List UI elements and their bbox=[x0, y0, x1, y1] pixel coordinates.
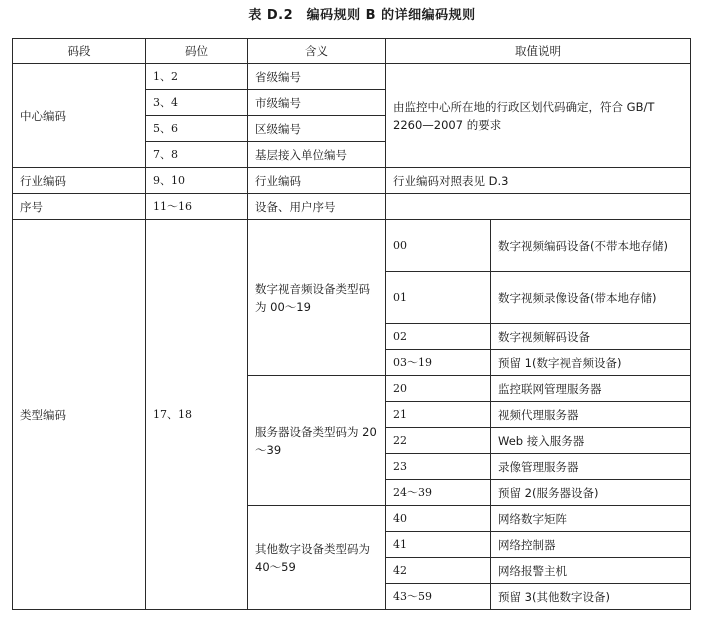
type-code-cell: 00 bbox=[386, 220, 491, 272]
position-cell: 11～16 bbox=[146, 194, 248, 220]
coding-rules-table bbox=[12, 38, 691, 610]
value-description-cell: 行业编码对照表见 D.3 bbox=[386, 168, 691, 194]
value-description-cell: 由监控中心所在地的行政区划代码确定，符合 GB/T 2260—2007 的要求 bbox=[386, 64, 691, 168]
type-code-cell: 01 bbox=[386, 272, 491, 324]
type-desc-cell: 数字视频编码设备(不带本地存储) bbox=[491, 220, 691, 272]
segment-cell: 中心编码 bbox=[13, 64, 146, 168]
type-code-cell: 42 bbox=[386, 558, 491, 584]
table-row bbox=[13, 194, 691, 220]
type-desc-cell: 网络数字矩阵 bbox=[491, 506, 691, 532]
type-code-cell: 21 bbox=[386, 402, 491, 428]
position-cell: 7、8 bbox=[146, 142, 248, 168]
type-desc-cell: 监控联网管理服务器 bbox=[491, 376, 691, 402]
type-desc-cell: 预留 1(数字视音频设备) bbox=[491, 350, 691, 376]
position-cell: 1、2 bbox=[146, 64, 248, 90]
type-code-cell: 22 bbox=[386, 428, 491, 454]
position-cell: 17、18 bbox=[146, 220, 248, 610]
segment-cell: 行业编码 bbox=[13, 168, 146, 194]
header-meaning: 含义 bbox=[248, 39, 386, 64]
type-desc-cell: 网络报警主机 bbox=[491, 558, 691, 584]
type-desc-cell: 数字视频录像设备(带本地存储) bbox=[491, 272, 691, 324]
type-desc-cell: 录像管理服务器 bbox=[491, 454, 691, 480]
table-row bbox=[13, 168, 691, 194]
header-value-description: 取值说明 bbox=[386, 39, 691, 64]
meaning-cell: 市级编号 bbox=[248, 90, 386, 116]
type-code-cell: 03～19 bbox=[386, 350, 491, 376]
segment-cell: 类型编码 bbox=[13, 220, 146, 610]
group-meaning-cell: 服务器设备类型码为 20～39 bbox=[248, 376, 386, 506]
meaning-cell: 行业编码 bbox=[248, 168, 386, 194]
position-cell: 9、10 bbox=[146, 168, 248, 194]
segment-cell: 序号 bbox=[13, 194, 146, 220]
table-row bbox=[13, 64, 691, 90]
position-cell: 5、6 bbox=[146, 116, 248, 142]
type-desc-cell: 视频代理服务器 bbox=[491, 402, 691, 428]
type-code-cell: 02 bbox=[386, 324, 491, 350]
table-row bbox=[13, 220, 691, 272]
type-desc-cell: 预留 2(服务器设备) bbox=[491, 480, 691, 506]
type-desc-cell: 数字视频解码设备 bbox=[491, 324, 691, 350]
type-code-cell: 24～39 bbox=[386, 480, 491, 506]
table-caption: 表 D.2 编码规则 B 的详细编码规则 bbox=[248, 8, 476, 23]
group-meaning-cell: 其他数字设备类型码为 40～59 bbox=[248, 506, 386, 610]
type-desc-cell: 网络控制器 bbox=[491, 532, 691, 558]
header-segment: 码段 bbox=[13, 39, 146, 64]
type-desc-cell: 预留 3(其他数字设备) bbox=[491, 584, 691, 610]
type-code-cell: 23 bbox=[386, 454, 491, 480]
header-position: 码位 bbox=[146, 39, 248, 64]
meaning-cell: 区级编号 bbox=[248, 116, 386, 142]
type-code-cell: 43～59 bbox=[386, 584, 491, 610]
type-code-cell: 41 bbox=[386, 532, 491, 558]
type-desc-cell: Web 接入服务器 bbox=[491, 428, 691, 454]
type-code-cell: 40 bbox=[386, 506, 491, 532]
header-row bbox=[13, 39, 691, 64]
meaning-cell: 设备、用户序号 bbox=[248, 194, 386, 220]
group-meaning-cell: 数字视音频设备类型码为 00～19 bbox=[248, 220, 386, 376]
value-description-cell bbox=[386, 194, 691, 220]
type-code-cell: 20 bbox=[386, 376, 491, 402]
position-cell: 3、4 bbox=[146, 90, 248, 116]
meaning-cell: 基层接入单位编号 bbox=[248, 142, 386, 168]
meaning-cell: 省级编号 bbox=[248, 64, 386, 90]
